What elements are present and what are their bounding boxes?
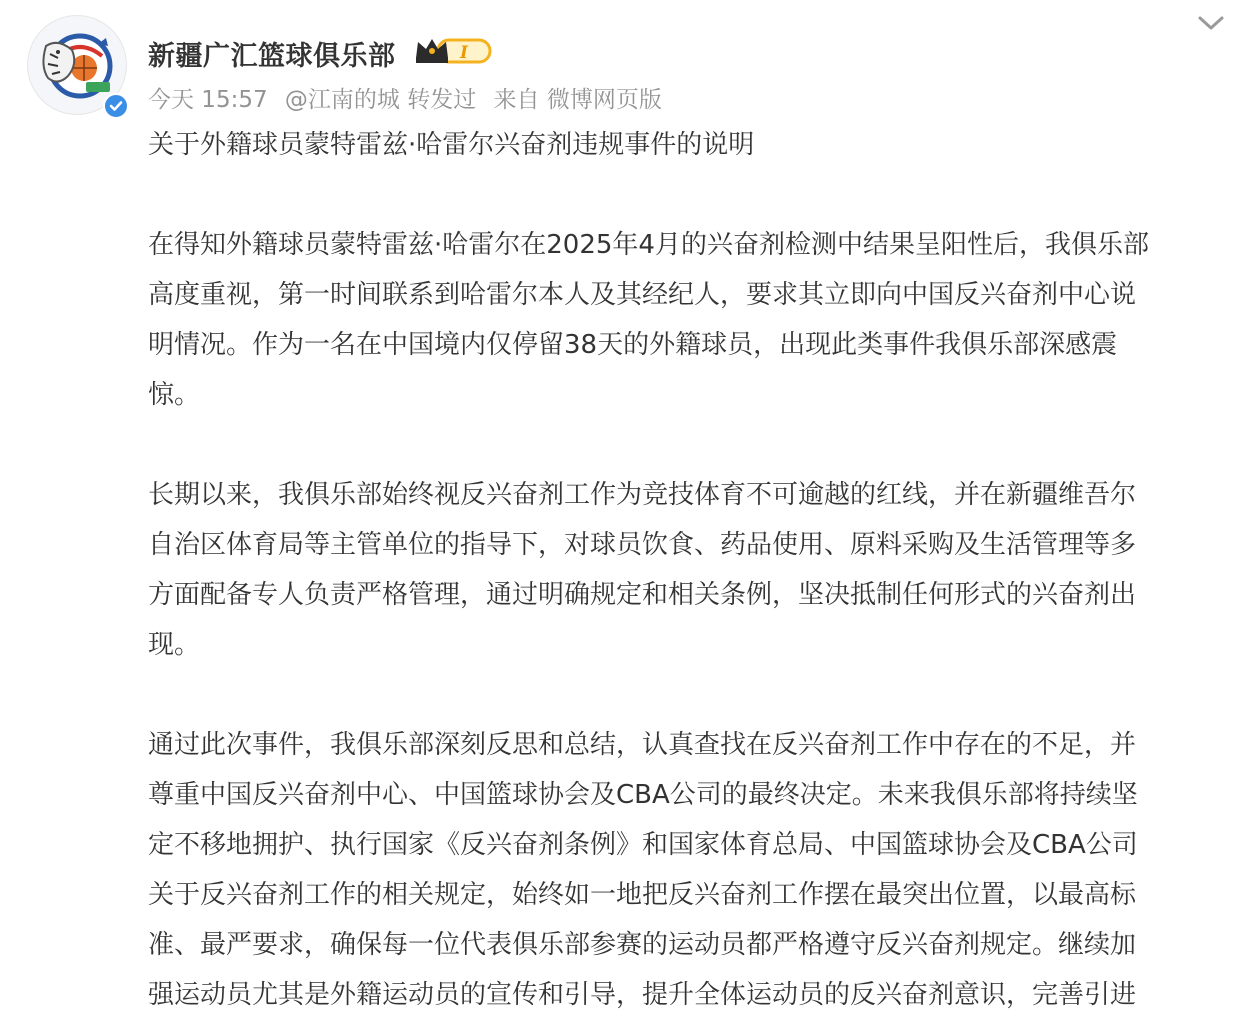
paragraph-line: 在得知外籍球员蒙特雷兹·哈雷尔在2025年4月的兴奋剂检测中结果呈阳性后，我俱乐部 <box>148 230 1149 260</box>
paragraph-2 <box>148 470 1228 670</box>
verified-check-icon <box>103 93 129 119</box>
paragraph-3 <box>148 720 1228 1020</box>
post-meta <box>148 81 672 114</box>
paragraph-line: 明情况。作为一名在中国境内仅停留38天的外籍球员，出现此类事件我俱乐部深感震 <box>148 330 1118 360</box>
repost-by[interactable]: @江南的城 转发过 <box>284 87 477 113</box>
paragraph-line: 关于反兴奋剂工作的相关规定，始终如一地把反兴奋剂工作摆在最突出位置，以最高标 <box>148 880 1137 910</box>
avatar[interactable] <box>27 15 127 115</box>
badge-level: I <box>460 43 468 63</box>
paragraph-line: 方面配备专人负责严格管理，通过明确规定和相关条例，坚决抵制任何形式的兴奋剂出 <box>148 580 1137 610</box>
paragraph-line: 准、最严要求，确保每一位代表俱乐部参赛的运动员都严格遵守反兴奋剂规定。继续加 <box>148 930 1137 960</box>
paragraph-line: 定不移地拥护、执行国家《反兴奋剂条例》和国家体育总局、中国篮球协会及CBA公司 <box>148 830 1138 860</box>
paragraph-line: 尊重中国反兴奋剂中心、中国篮球协会及CBA公司的最终决定。未来我俱乐部将持续坚 <box>148 780 1138 810</box>
paragraph-line: 自治区体育局等主管单位的指导下，对球员饮食、药品使用、原料采购及生活管理等多 <box>148 530 1137 560</box>
post-source: 来自 微博网页版 <box>493 87 662 113</box>
post-body <box>148 120 1228 1020</box>
vip-crown-badge-icon[interactable] <box>412 34 494 68</box>
paragraph-line: 现。 <box>148 630 201 660</box>
paragraph-line: 强运动员尤其是外籍运动员的宣传和引导，提升全体运动员的反兴奋剂意识，完善引进 <box>148 980 1137 1010</box>
paragraph-line: 长期以来，我俱乐部始终视反兴奋剂工作为竞技体育不可逾越的红线，并在新疆维吾尔 <box>148 480 1137 510</box>
post-time[interactable]: 今天 15:57 <box>148 87 268 113</box>
author-name[interactable]: 新疆广汇篮球俱乐部 <box>148 41 396 72</box>
paragraph-line: 高度重视，第一时间联系到哈雷尔本人及其经纪人，要求其立即向中国反兴奋剂中心说 <box>148 280 1137 310</box>
chevron-down-icon[interactable] <box>1196 12 1226 34</box>
paragraph-line: 惊。 <box>148 380 201 410</box>
paragraph-line: 通过此次事件，我俱乐部深刻反思和总结，认真查找在反兴奋剂工作中存在的不足，并 <box>148 730 1137 760</box>
post-title: 关于外籍球员蒙特雷兹·哈雷尔兴奋剂违规事件的说明 <box>148 130 755 160</box>
paragraph-1 <box>148 220 1228 420</box>
